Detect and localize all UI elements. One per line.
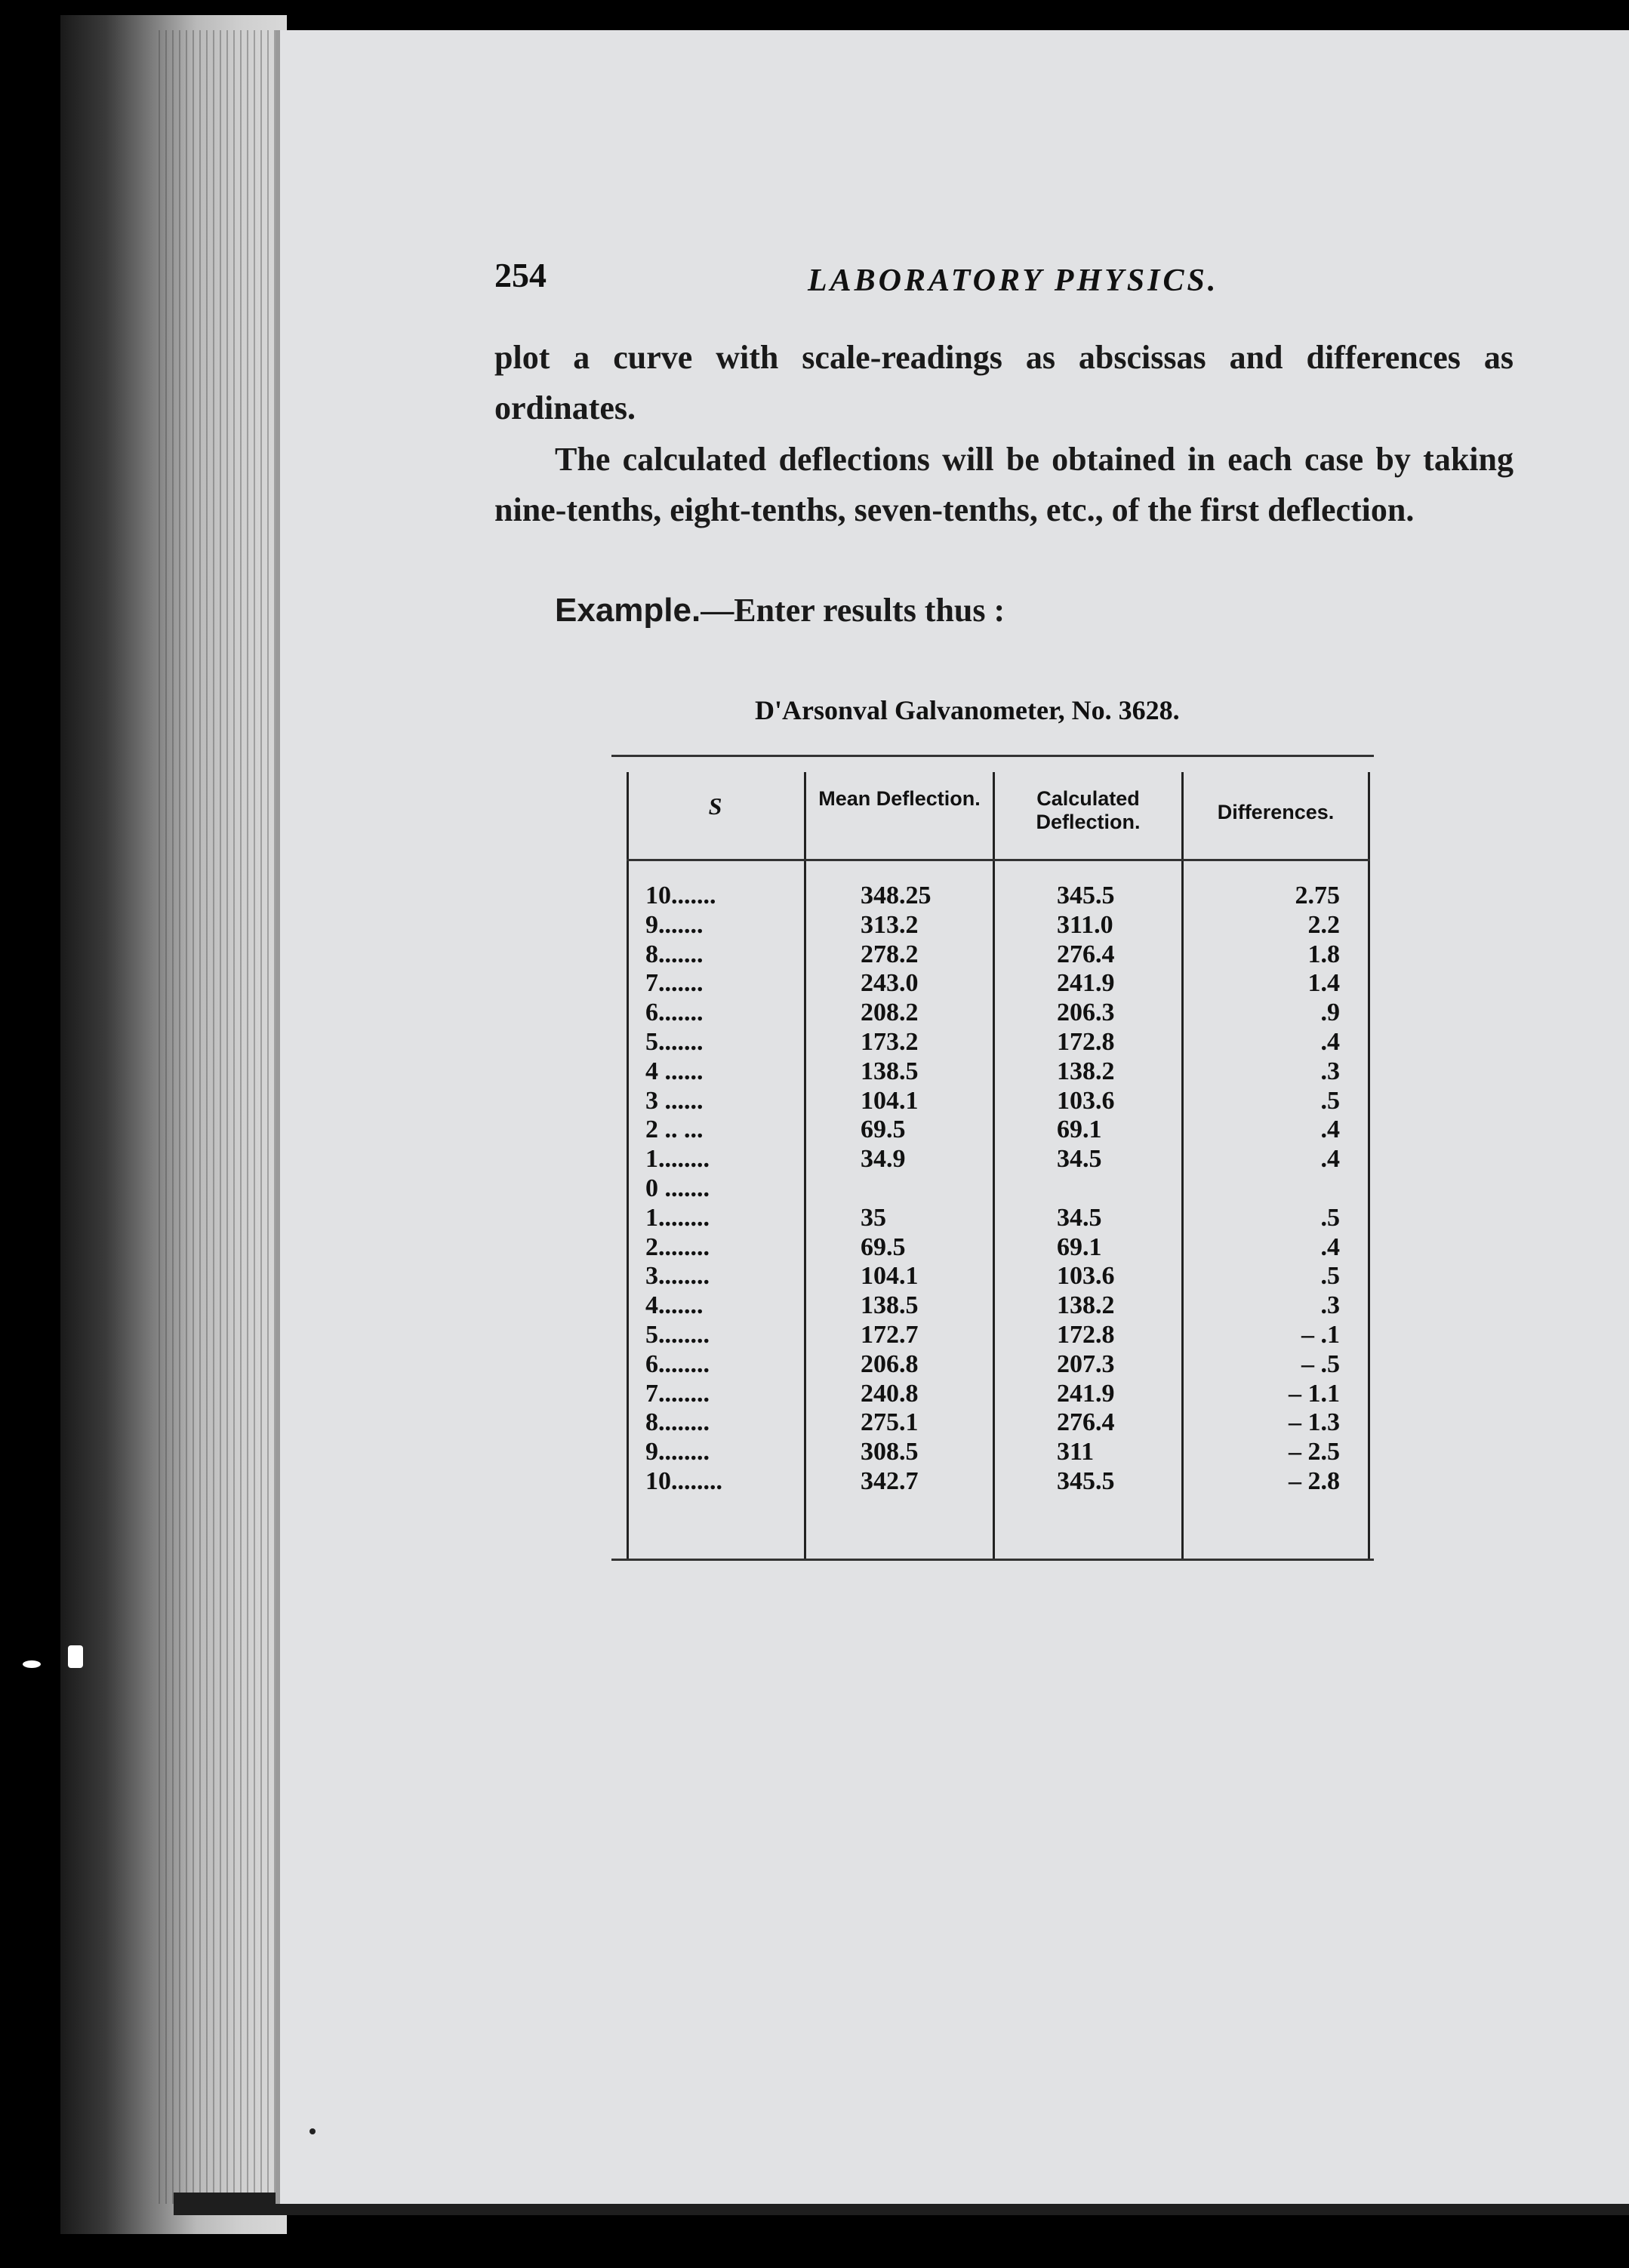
header-calculated-deflection: Calculated Deflection. (1036, 787, 1141, 833)
cell-calculated-deflection: 311 (1057, 1438, 1095, 1466)
cell-s: 9........ (645, 1438, 710, 1466)
paragraph-1: plot a curve with scale-readings as abscissas and differences as ordinates. (494, 339, 1514, 426)
cell-mean-deflection: 173.2 (861, 1027, 919, 1056)
scan-speck (309, 2128, 316, 2134)
table-row (611, 1321, 1374, 1350)
cell-s: 6....... (645, 999, 704, 1027)
cell-difference: 2.75 (1295, 882, 1340, 909)
table-row (611, 1204, 1374, 1233)
page-number: 254 (494, 256, 547, 294)
header-mean-deflection: Mean Deflection. (818, 787, 981, 810)
cell-calculated-deflection: 69.1 (1057, 1232, 1102, 1261)
cell-mean-deflection: 69.5 (861, 1232, 906, 1261)
cell-mean-deflection: 172.7 (861, 1320, 919, 1349)
cell-difference: .5 (1320, 1262, 1340, 1291)
table-row (611, 1087, 1374, 1116)
cell-s: 2........ (645, 1232, 710, 1261)
table-row (611, 969, 1374, 999)
cell-difference: – 2.8 (1289, 1466, 1340, 1495)
cell-s: 3 ...... (645, 1086, 704, 1115)
page-edges (159, 30, 279, 2204)
cell-calculated-deflection: 138.2 (1057, 1057, 1115, 1085)
running-head: LABORATORY PHYSICS. (808, 263, 1219, 298)
cell-mean-deflection: 342.7 (861, 1466, 919, 1495)
cell-s: 10........ (645, 1466, 722, 1495)
table-row (611, 1350, 1374, 1380)
cell-mean-deflection: 138.5 (861, 1057, 919, 1085)
cell-difference: 2.2 (1307, 910, 1340, 939)
cell-calculated-deflection: 276.4 (1057, 1408, 1115, 1437)
cell-difference: .3 (1320, 1057, 1340, 1085)
table-body (611, 882, 1374, 1497)
data-table (611, 755, 1374, 1561)
cell-mean-deflection: 206.8 (861, 1349, 919, 1378)
cell-difference: – .1 (1301, 1320, 1340, 1349)
cell-calculated-deflection: 69.1 (1057, 1116, 1102, 1144)
cell-calculated-deflection: 172.8 (1057, 1320, 1115, 1349)
cell-calculated-deflection: 138.2 (1057, 1291, 1115, 1320)
cell-s: 1........ (645, 1203, 710, 1232)
cell-calculated-deflection: 276.4 (1057, 940, 1115, 968)
header-s: S (708, 792, 722, 820)
cell-s: 5........ (645, 1320, 710, 1349)
cell-mean-deflection: 104.1 (861, 1262, 919, 1291)
cell-difference: 1.4 (1307, 969, 1340, 998)
cell-mean-deflection: 208.2 (861, 999, 919, 1027)
example-line (494, 585, 1514, 635)
table-row (611, 1174, 1374, 1204)
table-row (611, 1057, 1374, 1087)
cell-mean-deflection: 104.1 (861, 1086, 919, 1115)
cell-calculated-deflection: 345.5 (1057, 1466, 1115, 1495)
cell-mean-deflection: 313.2 (861, 910, 919, 939)
cell-mean-deflection: 240.8 (861, 1379, 919, 1408)
cell-difference: .4 (1320, 1232, 1340, 1261)
table-row (611, 1233, 1374, 1263)
cell-s: 10....... (645, 882, 716, 909)
table-row (611, 1380, 1374, 1409)
cell-calculated-deflection: 34.5 (1057, 1145, 1102, 1174)
cell-mean-deflection: 35 (861, 1203, 886, 1232)
cell-difference: .4 (1320, 1027, 1340, 1056)
cell-s: 3........ (645, 1262, 710, 1291)
table-row (611, 1438, 1374, 1467)
table-row (611, 1291, 1374, 1321)
cell-s: 6........ (645, 1349, 710, 1378)
table-row (611, 1145, 1374, 1174)
scan-speck (23, 1660, 41, 1668)
cell-difference: – 1.3 (1289, 1408, 1340, 1437)
table-row (611, 882, 1374, 911)
cell-calculated-deflection: 345.5 (1057, 882, 1115, 909)
cell-calculated-deflection: 207.3 (1057, 1349, 1115, 1378)
cell-difference: 1.8 (1307, 940, 1340, 968)
cell-s: 4....... (645, 1291, 704, 1320)
cell-mean-deflection: 34.9 (861, 1145, 906, 1174)
cell-difference: – 1.1 (1289, 1379, 1340, 1408)
cell-s: 0 ....... (645, 1174, 710, 1202)
cell-s: 7....... (645, 969, 704, 998)
cell-mean-deflection: 275.1 (861, 1408, 919, 1437)
table-row (611, 1408, 1374, 1438)
cell-calculated-deflection: 241.9 (1057, 1379, 1115, 1408)
cell-calculated-deflection: 311.0 (1057, 910, 1113, 939)
table-row (611, 911, 1374, 940)
cell-mean-deflection: 138.5 (861, 1291, 919, 1320)
cell-calculated-deflection: 172.8 (1057, 1027, 1115, 1056)
table-row (611, 999, 1374, 1028)
cell-mean-deflection: 308.5 (861, 1438, 919, 1466)
header-differences: Differences. (1217, 801, 1335, 823)
table-title: D'Arsonval Galvanometer, No. 3628. (755, 695, 1180, 725)
cell-calculated-deflection: 34.5 (1057, 1203, 1102, 1232)
cell-difference: .4 (1320, 1145, 1340, 1174)
header-rule (627, 859, 1370, 861)
cell-difference: .4 (1320, 1116, 1340, 1144)
cell-mean-deflection: 278.2 (861, 940, 919, 968)
paragraph-2: The calculated deflections will be obtained in each case by taking nine-tenths, eight-tenths, seven-tenths, etc., of the first deflection. (494, 441, 1514, 528)
cell-difference: .5 (1320, 1203, 1340, 1232)
cell-difference: – 2.5 (1289, 1438, 1340, 1466)
cell-calculated-deflection: 206.3 (1057, 999, 1115, 1027)
cell-s: 8....... (645, 940, 704, 968)
cell-difference: .9 (1320, 999, 1340, 1027)
cell-s: 1........ (645, 1145, 710, 1174)
example-text: —Enter results thus : (701, 592, 1005, 629)
cell-mean-deflection: 69.5 (861, 1116, 906, 1144)
cell-s: 5....... (645, 1027, 704, 1056)
cell-s: 8........ (645, 1408, 710, 1437)
cell-calculated-deflection: 103.6 (1057, 1086, 1115, 1115)
table-row (611, 1467, 1374, 1497)
cell-mean-deflection: 243.0 (861, 969, 919, 998)
cell-s: 7........ (645, 1379, 710, 1408)
example-label: Example. (555, 592, 701, 629)
table-row (611, 1262, 1374, 1291)
table-row (611, 940, 1374, 970)
cell-difference: – .5 (1301, 1349, 1340, 1378)
cell-s: 2 .. ... (645, 1116, 704, 1144)
cell-mean-deflection: 348.25 (861, 882, 932, 909)
cell-calculated-deflection: 103.6 (1057, 1262, 1115, 1291)
cell-s: 9....... (645, 910, 704, 939)
scan-speck (68, 1645, 83, 1668)
cell-difference: .5 (1320, 1086, 1340, 1115)
table-row (611, 1028, 1374, 1057)
cell-calculated-deflection: 241.9 (1057, 969, 1115, 998)
table-row (611, 1116, 1374, 1145)
cell-difference: .3 (1320, 1291, 1340, 1320)
cell-s: 4 ...... (645, 1057, 704, 1085)
